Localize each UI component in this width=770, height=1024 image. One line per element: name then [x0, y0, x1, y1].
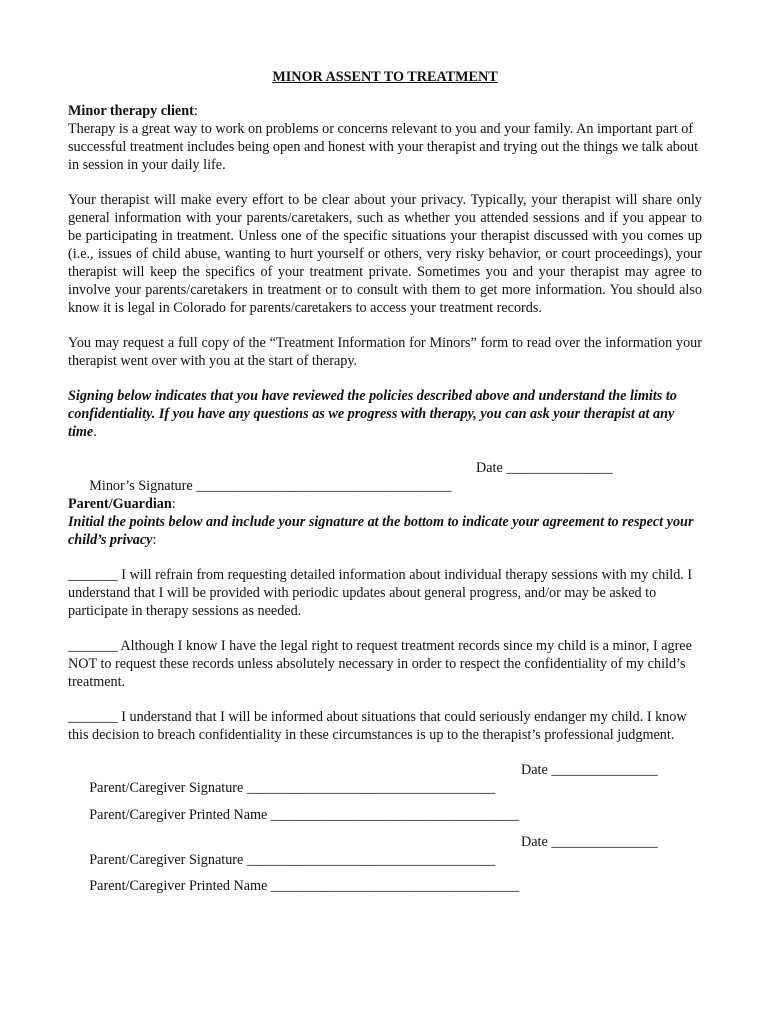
parent-heading: Parent/Guardian: [68, 496, 172, 512]
parent-printed-name-field-1[interactable]: Parent/Caregiver Printed Name ___________________________________: [89, 807, 520, 823]
minor-date-field[interactable]: Date _______________: [476, 460, 613, 476]
minor-paragraph-2: Your therapist will make every effort to be clear about your privacy. Typically, your therapist will share only general information with your parents/caretakers, such as whether you attended sessions and if you appear to be participating in treatment. Unless one of the specific situations your therapist discussed with you comes up (i.e., issues of child abuse, wanting to hurt yourself or others, very risky behavior, or court proceedings), your therapist will keep the specifics of your treatment private. Sometimes you and your therapist may agree to involve your parents/caretakers in treatment or to consult with them to get more information. You should also know it is legal in Colorado for parents/caretakers to access your treatment records.: [68, 192, 702, 316]
parent-heading-colon: :: [171, 496, 176, 512]
parent-date-field-1[interactable]: Date _______________: [521, 762, 658, 778]
parent-item-3[interactable]: _______ I understand that I will be informed about situations that could seriously endanger my child. I know this decision to breach confidentiality in these circumstances is up to the therapist’s professional judgment.: [68, 709, 687, 743]
parent-signature-row-2: [68, 833, 702, 868]
minor-sign-note: Signing below indicates that you have reviewed the policies described above and understand the limits to confidentiality. If you have any questions as we progress with therapy, you can ask your therapist at any time: [68, 388, 677, 440]
minor-heading: Minor therapy client: [68, 103, 194, 119]
parent-item-2[interactable]: _______ Although I know I have the legal right to request treatment records since my child is a minor, I agree NOT to request these records unless absolutely necessary in order to respect the confidentiality of my child’s treatment.: [68, 638, 692, 690]
parent-signature-field-1[interactable]: Parent/Caregiver Signature ___________________________________: [89, 780, 496, 796]
minor-paragraph-3: You may request a full copy of the “Treatment Information for Minors” form to read over the information your therapist went over with you at the start of therapy.: [68, 335, 702, 369]
parent-heading-line: [68, 495, 702, 513]
parent-instruction-colon: :: [152, 532, 157, 548]
minor-heading-line: [68, 102, 702, 120]
minor-paragraph-1: Therapy is a great way to work on problems or concerns relevant to you and your family. An important part of successful treatment includes being open and honest with your therapist and trying out the things we talk about in session in your daily life.: [68, 121, 699, 173]
parent-instruction: Initial the points below and include your signature at the bottom to indicate your agreement to respect your child’s privacy: [68, 514, 694, 548]
minor-section: [68, 102, 702, 494]
minor-signature-row: [68, 459, 702, 494]
parent-printed-name-row-2: [68, 859, 702, 894]
minor-heading-colon: :: [193, 103, 198, 119]
parent-printed-name-field-2[interactable]: Parent/Caregiver Printed Name ___________________________________: [89, 878, 520, 894]
parent-item-1[interactable]: _______ I will refrain from requesting detailed information about individual therapy sessions with my child. I understand that I will be provided with periodic updates about general progress, and/or may be asked to participate in therapy sessions as needed.: [68, 567, 693, 619]
document-title: MINOR ASSENT TO TREATMENT: [272, 69, 498, 85]
minor-sign-note-end: .: [93, 424, 97, 440]
document-page: [68, 68, 702, 894]
parent-printed-name-row-1: [68, 788, 702, 823]
parent-date-field-2[interactable]: Date _______________: [521, 834, 658, 850]
minor-signature-field[interactable]: Minor’s Signature ____________________________________: [89, 478, 452, 494]
parent-section: [68, 495, 702, 894]
parent-signature-row-1: [68, 761, 702, 796]
minor-sign-note-line: [68, 387, 702, 441]
parent-signature-field-2[interactable]: Parent/Caregiver Signature ___________________________________: [89, 852, 496, 868]
parent-instruction-line: [68, 513, 702, 549]
